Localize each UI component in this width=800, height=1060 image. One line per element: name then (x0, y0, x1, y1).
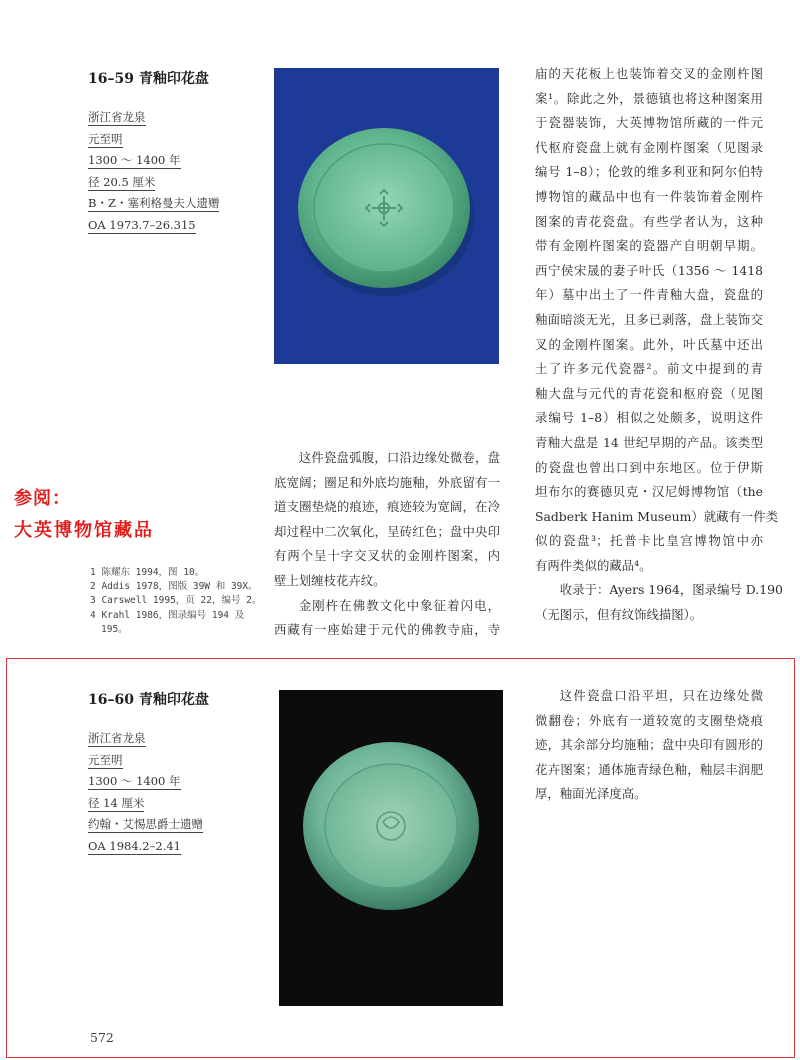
entry-60-donor: 约翰・艾惕思爵士遗赠 (88, 817, 203, 831)
text-line: 这件瓷盘弧腹，口沿边缘处微卷，盘 (298, 450, 500, 465)
stamp-line-2: 大英博物馆藏品 (14, 520, 154, 541)
text-line: 西藏有一座始建于元代的佛教寺庙，寺 (274, 622, 500, 638)
footnote-4-cont: 195。 (101, 623, 128, 635)
entry-59-description (274, 446, 500, 643)
text-line: 花卉图案；通体施青绿色釉，釉层丰润肥 (535, 761, 763, 777)
entry-59-right-column (535, 62, 783, 628)
text-line: 坦布尔的赛德贝克・汉尼姆博物馆（the (535, 484, 763, 500)
text-line: 编号 1–8）；伦敦的维多利亚和阿尔伯特 (535, 164, 763, 180)
footnote-3: 3 Carswell 1995，页 22，编号 2。 (90, 595, 262, 607)
footnote-1: 1 陈耀东 1994，图 10。 (90, 567, 205, 578)
stamp-line-1: 参阅： (14, 488, 71, 509)
entry-60-period: 元至明 (88, 752, 123, 767)
text-line: 有两个呈十字交叉状的金刚杵图案，内 (274, 548, 500, 564)
entry-59-meta (88, 107, 219, 236)
text-line: 西宁侯宋晟的妻子叶氏（1356 ～ 1418 (535, 262, 763, 278)
text-line: 壁上划缠枝花卉纹。 (274, 572, 386, 588)
celadon-dish-photo-1660 (279, 690, 503, 1006)
text-line: 似的瓷盘³；托普卡比皇宫博物馆中亦 (535, 533, 763, 549)
entry-59-period: 元至明 (88, 131, 123, 146)
text-line: 迹，其余部分均施釉；盘中央印有圆形的 (535, 737, 763, 753)
text-line: 土了许多元代瓷器²。前文中提到的青 (535, 361, 763, 377)
page-number: 572 (90, 1030, 114, 1045)
text-line: 金刚杵在佛教文化中象征着闪电， (298, 597, 500, 613)
celadon-dish-photo-1659 (274, 68, 499, 364)
text-line: 叉的金刚杵图案。此外，叶氏墓中还出 (535, 336, 763, 352)
text-line: 年）墓中出土了一件青釉大盘，瓷盘的 (535, 287, 763, 303)
text-line: 有两件类似的藏品⁴。 (535, 557, 652, 573)
text-line: 釉大盘与元代的青花瓷和枢府瓷（见图 (535, 385, 763, 401)
entry-59-accession: OA 1973.7–26.315 (88, 217, 196, 232)
text-line: 博物馆的藏品中也有一件装饰着金刚杵 (535, 188, 763, 204)
text-line: 图案的青花瓷盘。有些学者认为，这种 (535, 213, 763, 229)
text-line: 于瓷器装饰，大英博物馆所藏的一件元 (535, 115, 763, 131)
entry-59-date: 1300 ～ 1400 年 (88, 153, 181, 167)
footnote-2: 2 Addis 1978，图版 39W 和 39X。 (90, 581, 258, 593)
text-line: 釉面暗淡无光，且多已剥落，盘上装饰交 (535, 311, 763, 327)
entry-60-provenance: 浙江省龙泉 (88, 731, 146, 745)
text-line: 微翻卷；外底有一道较宽的支圈垫烧痕 (535, 712, 763, 728)
text-line: （无图示，但有纹饰线描图）。 (535, 607, 703, 623)
footnotes (90, 566, 261, 637)
text-line: 道支圈垫烧的痕迹，痕迹较为宽阔，在冷 (274, 499, 500, 515)
entry-60-date: 1300 ～ 1400 年 (88, 774, 181, 788)
entry-60-accession: OA 1984.2–2.41 (88, 838, 181, 853)
text-line: 这件瓷盘口沿平坦，只在边缘处微 (559, 688, 763, 703)
text-line: 收录于：Ayers 1964，图录编号 D.190 (559, 582, 783, 598)
entry-60-diameter: 径 14 厘米 (88, 795, 145, 810)
text-line: Sadberk Hanim Museum）就藏有一件类 (535, 508, 779, 524)
footnote-4: 4 Krahl 1986，图录编号 194 及 (90, 609, 245, 621)
entry-59-diameter: 径 20.5 厘米 (88, 174, 156, 189)
text-line: 庙的天花板上也装饰着交叉的金刚杵图 (535, 66, 763, 81)
reference-stamp (14, 484, 154, 542)
text-line: 的瓷盘也曾出口到中东地区。位于伊斯 (535, 459, 763, 475)
text-line: 却过程中二次氧化，呈砖红色；盘中央印 (274, 523, 500, 539)
entry-60-description (535, 684, 763, 807)
text-line: 厚，釉面光泽度高。 (535, 786, 647, 802)
entry-59-title: 16–59 青釉印花盘 (88, 71, 209, 87)
entry-60-meta (88, 728, 203, 857)
text-line: 代枢府瓷盘上就有金刚杵图案（见图录 (535, 139, 763, 155)
text-line: 录编号 1–8）相似之处颇多，说明这件 (535, 410, 763, 426)
entry-60-title: 16–60 青釉印花盘 (88, 692, 209, 708)
text-line: 底宽阔；圈足和外底均施釉，外底留有一 (274, 474, 500, 490)
entry-59-provenance: 浙江省龙泉 (88, 110, 146, 124)
text-line: 带有金刚杵图案的瓷器产自明朝早期。 (535, 238, 763, 254)
text-line: 青釉大盘是 14 世纪早期的产品。该类型 (535, 434, 763, 450)
entry-59-donor: B・Z・塞利格曼夫人遗赠 (88, 196, 220, 210)
text-line: 案¹。除此之外，景德镇也将这种图案用 (535, 90, 763, 106)
